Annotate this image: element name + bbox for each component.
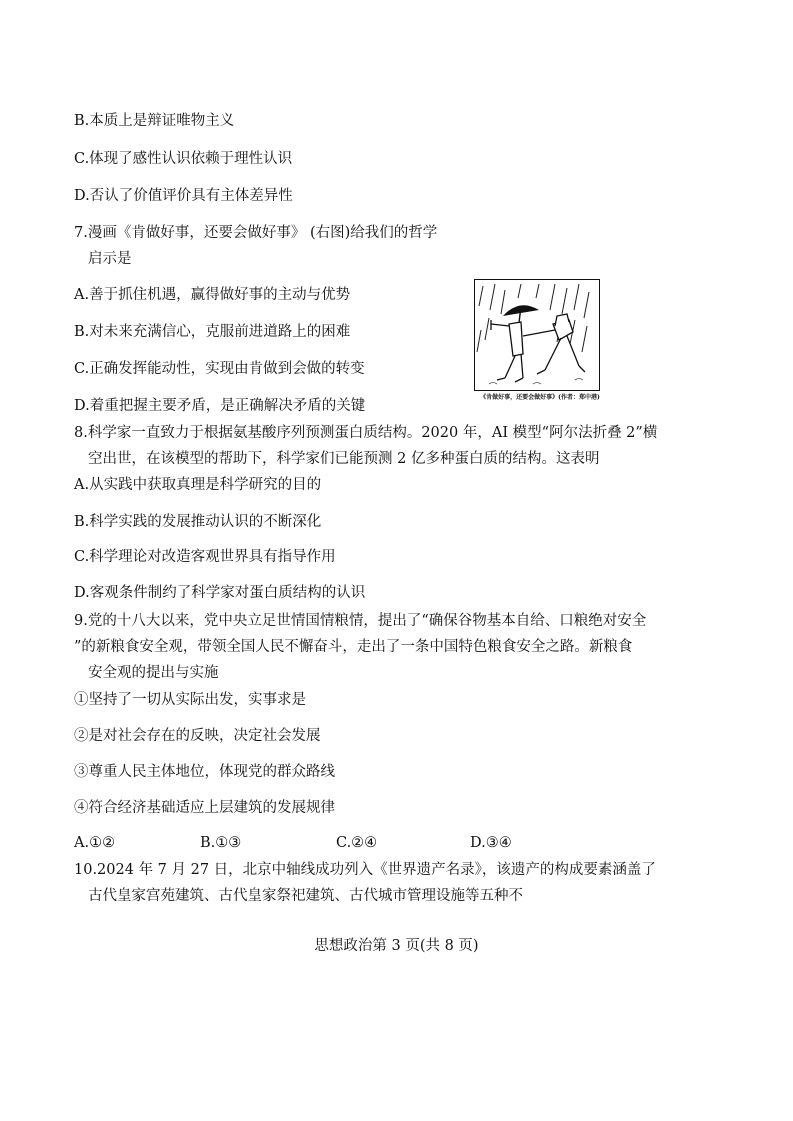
q7-option-d: D.着重把握主要矛盾，是正确解决矛盾的关键 <box>74 398 366 414</box>
q9-choice-b: B.①③ <box>200 835 242 851</box>
q10-stem-line2: 古代皇家宫苑建筑、古代皇家祭祀建筑、古代城市管理设施等五种不 <box>88 888 523 904</box>
q8-option-a: A.从实践中获取真理是科学研究的目的 <box>74 477 322 493</box>
q6-option-d: D.否认了价值评价具有主体差异性 <box>74 188 293 204</box>
q9-stem-line2: ”的新粮食安全观，带领全国人民不懈奋斗，走出了一条中国特色粮食安全之路。新粮食 <box>74 639 633 655</box>
q8-option-b: B.科学实践的发展推动认识的不断深化 <box>74 514 322 530</box>
cartoon-drawing <box>475 280 598 389</box>
q7-option-c: C.正确发挥能动性，实现由肯做到会做的转变 <box>74 361 365 377</box>
q9-choice-a: A.①② <box>74 835 116 851</box>
q10-stem-line1: 10.2024 年 7 月 27 日，北京中轴线成功列入《世界遗产名录》，该遗产的构成要素涵盖了 <box>74 862 656 878</box>
q6-option-c: C.体现了感性认识依赖于理性认识 <box>74 151 293 167</box>
cartoon-caption: 《肯做好事，还要会做好事》(作者：郑中港) <box>480 394 600 401</box>
q9-item-1: ①坚持了一切从实际出发，实事求是 <box>74 692 306 708</box>
q8-stem-line2: 空出世，在该模型的帮助下，科学家们已能预测 2 亿多种蛋白质的结构。这表明 <box>88 451 600 467</box>
q7-stem-line1: 7.漫画《肯做好事，还要会做好事》 (右图)给我们的哲学 <box>74 225 438 241</box>
q9-choice-d: D.③④ <box>470 835 512 851</box>
q9-choice-c: C.②④ <box>336 835 378 851</box>
q7-option-a: A.善于抓住机遇，赢得做好事的主动与优势 <box>74 287 351 303</box>
q8-option-d: D.客观条件制约了科学家对蛋白质结构的认识 <box>74 585 366 601</box>
q8-stem-line1: 8.科学家一直致力于根据氨基酸序列预测蛋白质结构。2020 年，AI 模型“阿尔法折叠 2”横 <box>74 425 658 441</box>
q7-stem-line2: 启示是 <box>88 251 132 267</box>
q6-option-b: B.本质上是辩证唯物主义 <box>74 113 235 129</box>
q9-item-3: ③尊重人民主体地位，体现党的群众路线 <box>74 764 335 780</box>
cartoon-illustration <box>474 279 600 391</box>
q8-option-c: C.科学理论对改造客观世界具有指导作用 <box>74 549 336 565</box>
q9-item-2: ②是对社会存在的反映，决定社会发展 <box>74 728 321 744</box>
q9-stem-line3: 安全观的提出与实施 <box>88 665 219 681</box>
page-footer: 思想政治第 3 页(共 8 页) <box>314 938 479 954</box>
q7-option-b: B.对未来充满信心，克服前进道路上的困难 <box>74 324 351 340</box>
q9-stem-line1: 9.党的十八大以来，党中央立足世情国情粮情，提出了“确保谷物基本自给、口粮绝对安全 <box>74 613 647 629</box>
q9-item-4: ④符合经济基础适应上层建筑的发展规律 <box>74 800 335 816</box>
